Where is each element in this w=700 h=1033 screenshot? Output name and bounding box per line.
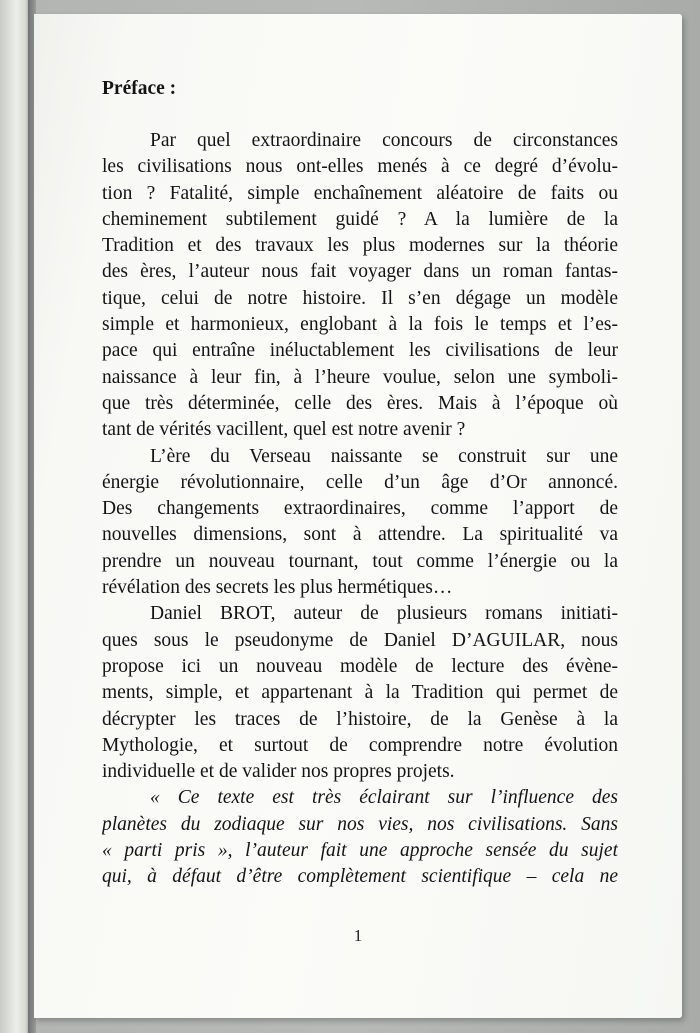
book-page xyxy=(34,14,682,1018)
page-heading: Préface : xyxy=(102,78,177,99)
quote-line: « Ce texte est très éclairant sur l’influence des xyxy=(150,787,618,809)
page-number: 1 xyxy=(353,926,363,945)
text-line: individuelle et de valider nos propres projets. xyxy=(102,761,455,783)
text-line: prendre un nouveau tournant, tout comme l’énergie ou la xyxy=(102,550,618,572)
text-line: décrypter les traces de l’histoire, de la Genèse à la xyxy=(102,708,618,730)
text-line: nouvelles dimensions, sont à attendre. La spiritualité va xyxy=(102,524,618,546)
quote-line: qui, à défaut d’être complètement scientifique – cela ne xyxy=(102,866,618,888)
text-line: tant de vérités vacillent, quel est notre avenir ? xyxy=(102,419,466,441)
text-line: énergie révolutionnaire, celle d’un âge d’Or annoncé. xyxy=(102,471,618,493)
text-line: L’ère du Verseau naissante se construit sur une xyxy=(150,445,618,467)
text-line: simple et harmonieux, englobant à la fois le temps et l’es- xyxy=(102,314,618,336)
quote-line: « parti pris », l’auteur fait une approche sensée du sujet xyxy=(102,840,618,862)
quote-line: planètes du zodiaque sur nos vies, nos civilisations. Sans xyxy=(102,813,618,835)
text-line: ments, simple, et appartenant à la Tradition qui permet de xyxy=(102,682,618,704)
text-line: des ères, l’auteur nous fait voyager dans un roman fantas- xyxy=(102,261,618,283)
text-line: ques sous le pseudonyme de Daniel D’AGUILAR, nous xyxy=(102,629,618,651)
text-line: naissance à leur fin, à l’heure voulue, selon une symboli- xyxy=(102,366,618,388)
text-line: Tradition et des travaux les plus modernes sur la théorie xyxy=(102,235,618,257)
text-line: tion ? Fatalité, simple enchaînement aléatoire de faits ou xyxy=(102,182,618,204)
text-line: tique, celui de notre histoire. Il s’en dégage un modèle xyxy=(102,287,618,309)
text-line: Par quel extraordinaire concours de circonstances xyxy=(150,130,618,151)
text-line: Mythologie, et surtout de comprendre notre évolution xyxy=(102,734,618,756)
text-line: révélation des secrets les plus hermétiques… xyxy=(102,577,453,599)
text-line: Daniel BROT, auteur de plusieurs romans initiati- xyxy=(150,603,618,625)
preface-text xyxy=(102,76,618,891)
text-line: cheminement subtilement guidé ? A la lumière de la xyxy=(102,208,618,230)
text-line: propose ici un nouveau modèle de lecture des évène- xyxy=(102,655,618,677)
text-line: les civilisations nous ont-elles menés à ce degré d’évolu- xyxy=(102,156,618,178)
text-line: pace qui entraîne inéluctablement les civilisations de leur xyxy=(102,340,618,362)
text-line: que très déterminée, celle des ères. Mais à l’époque où xyxy=(102,392,618,414)
text-line: Des changements extraordinaires, comme l’apport de xyxy=(102,498,618,520)
left-page-edge xyxy=(0,0,30,1033)
